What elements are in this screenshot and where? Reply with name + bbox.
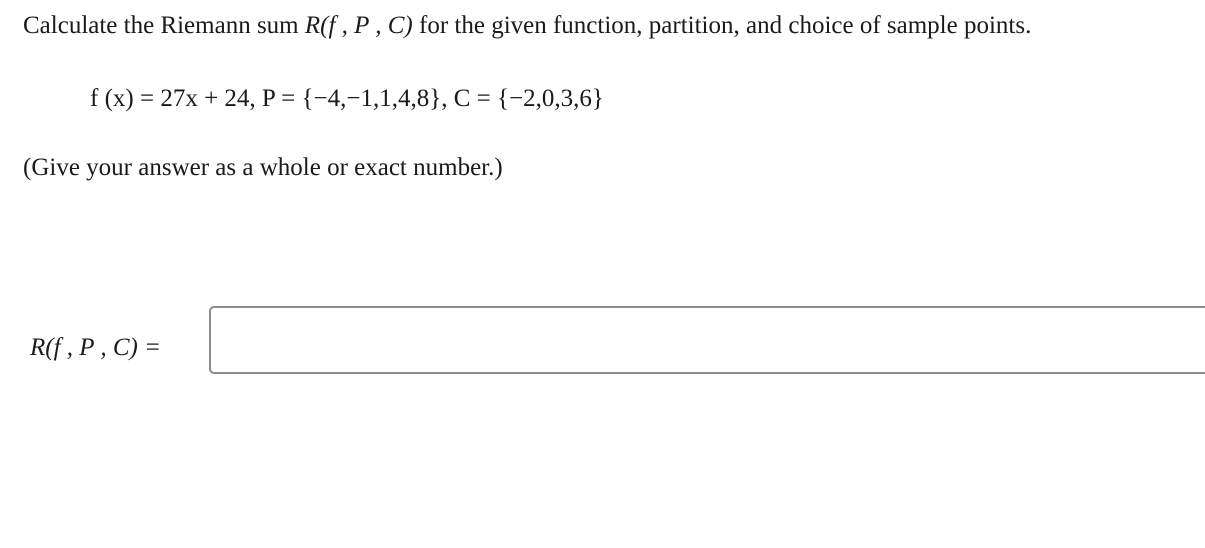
question-prompt <box>23 10 1031 42</box>
formula-text: f (x) = 27x + 24, P = {−4,−1,1,4,8}, C = {−2,0,3,6} <box>90 85 604 112</box>
answer-label-math: R(f , P , C) = <box>30 334 161 361</box>
function-definition <box>90 83 604 115</box>
answer-instruction: (Give your answer as a whole or exact number.) <box>23 154 503 181</box>
prompt-text-start: Calculate the Riemann sum <box>23 12 305 39</box>
answer-input[interactable] <box>209 306 1205 374</box>
prompt-math: R(f , P , C) <box>304 12 413 39</box>
answer-label <box>30 332 161 364</box>
prompt-text-end: for the given function, partition, and choice of sample points. <box>412 12 1032 39</box>
